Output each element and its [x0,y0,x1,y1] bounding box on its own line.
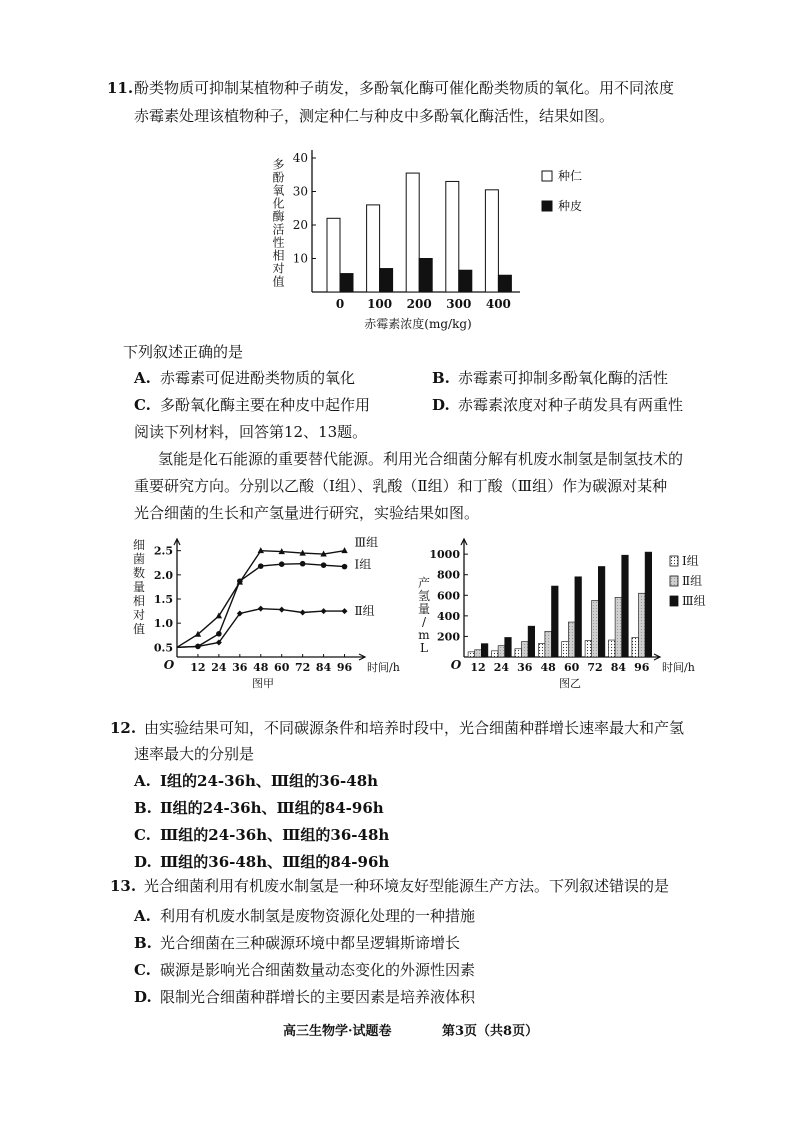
x-axis-label: 时间/h [662,661,695,674]
legend-label: Ⅲ组 [682,594,706,608]
y-tick-label: 10 [292,251,308,266]
q13-option-c: 碳源是影响光合细菌数量动态变化的外源性因素 [160,961,476,979]
q12-option-b-key: B. [134,799,152,817]
y-tick-label: 400 [437,609,460,623]
bar-group-3 [528,626,535,657]
bar-group-3 [622,555,629,657]
bar-group-2 [498,646,505,657]
legend-swatch [670,596,678,606]
origin-label: O [163,658,175,672]
x-tick-label: 72 [294,661,311,674]
y-tick-label: 1000 [429,548,460,562]
series-label: Ⅲ组 [354,535,379,550]
q12-stem-line1: 由实验结果可知，不同碳源条件和培养时段中，光合细菌种群增长速率最大和产氢 [144,719,685,737]
x-tick-label: 72 [587,661,603,674]
x-axis-label: 赤霉素浓度(mg/kg) [364,317,472,331]
x-tick-label: 84 [610,661,627,674]
bar-group-1 [492,651,499,657]
x-tick-label: 48 [253,661,269,674]
legend-swatch [670,576,678,586]
q11-option-a-key: A. [134,369,151,387]
data-point [341,547,347,553]
data-point [321,562,327,568]
bar-group-2 [522,642,529,657]
x-axis-label: 时间/h [367,661,400,674]
data-point [216,631,222,637]
q13-option-a: 利用有机废水制氢是废物资源化处理的一种措施 [160,907,476,925]
bar-group-3 [505,637,512,657]
x-tick-label: 48 [540,661,556,674]
y-axis-label-char: 值 [132,622,146,636]
legend-label: Ⅱ组 [682,574,703,588]
y-tick-label: 2.0 [153,568,173,582]
bar-seed-coat [419,259,432,293]
data-point [300,610,306,616]
bar-group-3 [481,644,488,657]
q11-option-c: 多酚氧化酶主要在种皮中起作用 [160,396,371,414]
x-tick-label: 100 [367,297,393,311]
bar-group-2 [639,593,646,657]
q12-option-c-key: C. [134,826,151,844]
x-tick-label: 36 [232,661,248,674]
data-point [279,607,285,613]
y-axis-label-char: 量 [417,602,431,616]
bar-seed-coat [380,269,393,292]
y-axis-label-char: 氢 [417,589,431,603]
q13-option-a-key: A. [134,907,151,925]
q13-option-b-key: B. [134,934,152,952]
bar-seed-coat [340,274,353,292]
q13-option-d-key: D. [134,988,152,1006]
q13-stem: 光合细菌利用有机废水制氢是一种环境友好型能源生产方法。下列叙述错误的是 [144,877,670,895]
bar-group-1 [538,644,545,657]
y-axis-label-char: 相 [132,594,146,608]
y-tick-label: 30 [292,184,308,199]
q12-option-d-key: D. [134,853,152,871]
material-line1: 氢能是化石能源的重要替代能源。利用光合细菌分解有机废水制氢是制氢技术的 [158,450,684,468]
y-tick-label: 0.5 [153,641,173,655]
y-axis-label-char: / [421,615,427,629]
q12-option-d: Ⅲ组的36-48h、Ⅲ组的84-96h [160,853,390,871]
bar-seed-kernel [406,173,419,292]
legend-label: 种皮 [558,199,583,213]
x-tick-label: 24 [211,661,227,674]
q12-stem-line2: 速率最大的分别是 [134,745,255,763]
y-axis-label-char: 量 [132,580,146,594]
bar-group-3 [552,586,559,657]
bar-seed-coat [459,270,472,292]
bar-group-2 [568,622,575,657]
y-axis-label-char: 菌 [132,552,146,566]
q13-number: 13. [110,877,137,895]
q12-option-c: Ⅲ组的24-36h、Ⅲ组的36-48h [160,826,390,844]
q13-option-c-key: C. [134,961,151,979]
x-tick-label: 300 [446,297,472,311]
legend-swatch [670,556,678,566]
y-axis-label-char: m [418,628,430,642]
q11-option-a: 赤霉素可促进酚类物质的氧化 [160,369,356,387]
series-label: Ⅱ组 [354,604,375,619]
bar-group-2 [592,600,599,657]
q11-stem-line1: 酚类物质可抑制某植物种子萌发，多酚氧化酶可催化酚类物质的氧化。用不同浓度 [134,79,675,97]
legend-swatch [542,171,552,181]
bar-group-1 [609,640,616,657]
x-tick-label: 96 [336,661,353,674]
bar-seed-kernel [367,205,380,292]
bar-seed-kernel [327,218,340,292]
q11-option-b: 赤霉素可抑制多酚氧化酶的活性 [458,369,669,387]
bar-group-3 [575,577,582,657]
bar-group-2 [475,650,482,657]
y-axis-label: 多酚氧化酶活性相对值 [271,158,285,288]
data-point [279,561,285,567]
bar-seed-coat [498,275,511,292]
material-line2: 重要研究方向。分别以乙酸（Ⅰ组）、乳酸（Ⅱ组）和丁酸（Ⅲ组）作为碳源对某种 [134,477,668,495]
data-point [237,578,243,584]
origin-label: O [450,658,462,672]
legend-swatch [542,201,552,211]
y-tick-label: 800 [437,568,460,582]
data-point [258,563,264,569]
q12-option-b: Ⅱ组的24-36h、Ⅲ组的84-96h [160,799,384,817]
enzyme-activity-bar-chart [270,140,610,336]
x-tick-label: 12 [470,661,486,674]
bar-group-2 [545,631,552,657]
bar-group-1 [632,637,639,657]
series-line [177,609,345,648]
hydrogen-production-bar-chart [412,535,706,695]
series-label: Ⅰ组 [354,557,372,572]
data-point [258,606,264,612]
x-tick-label: 96 [634,661,650,674]
material-line3: 光合细菌的生长和产氢量进行研究，实验结果如图。 [134,504,480,522]
q11-option-c-key: C. [134,396,151,414]
x-tick-label: 60 [274,661,290,674]
y-tick-label: 1.5 [153,593,173,606]
x-tick-label: 36 [517,661,533,674]
data-point [195,643,201,649]
bar-group-1 [468,652,475,657]
q13-option-d: 限制光合细菌种群增长的主要因素是培养液体积 [160,988,476,1006]
x-tick-label: 24 [493,661,510,674]
q11-prompt: 下列叙述正确的是 [123,343,244,361]
data-point [321,608,327,614]
footer-subject: 高三生物学·试题卷 [283,1024,392,1039]
x-tick-label: 84 [315,661,332,674]
data-point [342,564,348,570]
y-tick-label: 40 [292,151,308,165]
q12-option-a-key: A. [134,772,151,790]
bar-seed-kernel [446,181,459,292]
q11-option-d-key: D. [432,396,450,414]
x-tick-label: 60 [563,661,580,674]
data-point [342,608,348,614]
bar-group-3 [645,552,652,657]
q11-option-b-key: B. [432,369,450,387]
q11-stem-line2: 赤霉素处理该植物种子，测定种仁与种皮中多酚氧化酶活性，结果如图。 [134,107,615,125]
bar-group-1 [515,649,522,657]
bar-group-1 [562,642,569,657]
data-point [300,561,306,567]
x-tick-label: 200 [406,297,432,311]
y-tick-label: 2.5 [153,544,173,558]
q11-number: 11. [107,79,134,97]
bar-group-1 [585,641,592,657]
y-axis-label-char: 产 [417,576,431,590]
x-tick-label: 0 [335,297,345,311]
x-tick-label: 12 [190,661,206,674]
footer-page: 第3页（共8页） [442,1024,539,1039]
y-axis-label-char: 数 [132,566,146,580]
y-axis-label-char: 对 [132,608,146,622]
y-tick-label: 1.0 [153,617,173,631]
legend-label: Ⅰ组 [682,554,699,568]
q12-number: 12. [110,719,137,737]
q11-option-d: 赤霉素浓度对种子萌发具有两重性 [458,396,684,414]
chart-caption: 图甲 [252,677,274,690]
chart-caption: 图乙 [559,677,581,690]
q12-option-a: Ⅰ组的24-36h、Ⅲ组的36-48h [160,772,379,790]
y-axis-label-char: L [420,641,428,655]
legend-label: 种仁 [558,169,583,183]
y-tick-label: 200 [437,630,460,644]
y-tick-label: 600 [437,589,460,603]
reading-intro: 阅读下列材料，回答第12、13题。 [134,423,368,441]
series-line [177,564,345,648]
q13-option-b: 光合细菌在三种碳源环境中都呈逻辑斯谛增长 [160,934,461,952]
y-tick-label: 20 [292,218,308,232]
x-tick-label: 400 [485,297,511,311]
bar-seed-kernel [485,190,498,292]
bar-group-3 [598,566,605,657]
bacteria-growth-line-chart [125,535,415,695]
y-axis-label-char: 细 [132,538,146,552]
bar-group-2 [615,597,622,657]
